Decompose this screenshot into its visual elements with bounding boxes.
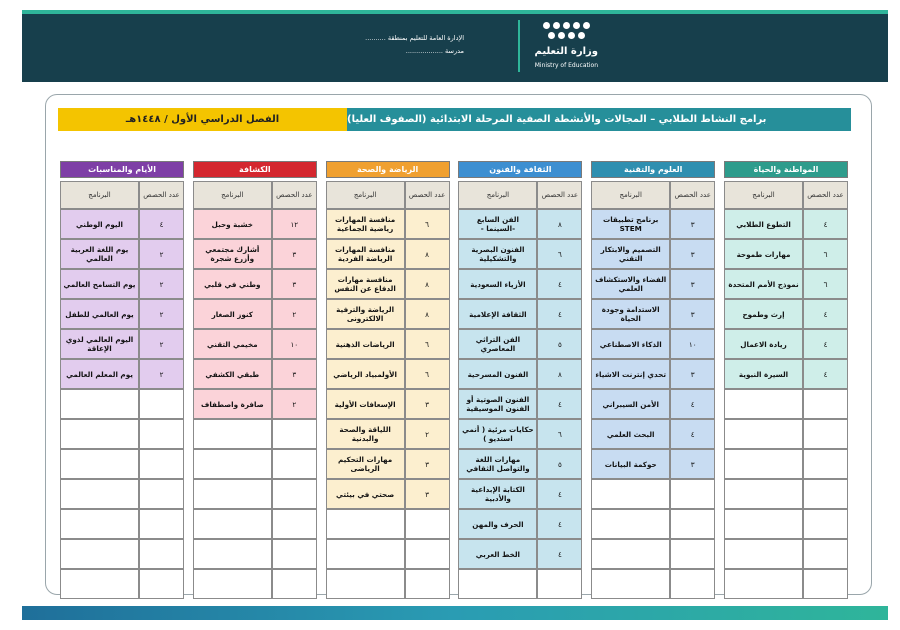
count-cell (803, 539, 848, 569)
column-header-program: البرنامج (60, 181, 139, 209)
count-cell: ٢ (272, 299, 317, 329)
program-cell (724, 539, 803, 569)
program-cell: الفن التراثي المعاصري (458, 329, 537, 359)
program-cell: الفضاء والاستكشاف العلمي (591, 269, 670, 299)
program-cell: منافسة المهارات الرياضة الفردية (326, 239, 405, 269)
program-cell: منافسة المهارات رياضية الجماعية (326, 209, 405, 239)
count-cell: ٣ (670, 269, 715, 299)
column-header-count: عدد الحصص (405, 181, 450, 209)
program-cell: حوكمة البيانات (591, 449, 670, 479)
count-cell (272, 569, 317, 599)
count-cell: ٤ (537, 539, 582, 569)
count-cell (803, 449, 848, 479)
column-header-count: عدد الحصص (272, 181, 317, 209)
program-cell: الفنون الصوتية أو الفنون الموسيقية (458, 389, 537, 419)
program-cell (724, 419, 803, 449)
program-cell: الفنون البصرية والتشكيلية (458, 239, 537, 269)
program-cell: مهارات اللغة والتواصل الثقافي (458, 449, 537, 479)
count-cell: ٤ (537, 299, 582, 329)
count-cell (139, 539, 184, 569)
column-header-program: البرنامج (591, 181, 670, 209)
column-header-program: البرنامج (193, 181, 272, 209)
count-cell: ٨ (405, 269, 450, 299)
ministry-logo-mark-icon (526, 22, 590, 44)
program-cell: أشارك مجتمعي وأزرع شجرة (193, 239, 272, 269)
count-cell: ٢ (139, 239, 184, 269)
program-cell (326, 539, 405, 569)
program-cell (60, 449, 139, 479)
program-cell (60, 479, 139, 509)
program-cell: منافسة مهارات الدفاع عن النفس (326, 269, 405, 299)
program-cell: الكتابة الإبداعية والأدبية (458, 479, 537, 509)
program-cell: الخط العربي (458, 539, 537, 569)
count-cell (803, 569, 848, 599)
program-cell: مهارات التحكيم الرياضى (326, 449, 405, 479)
section-header: الثقافة والفنون (458, 161, 582, 178)
program-cell (193, 569, 272, 599)
program-cell: كنوز الصغار (193, 299, 272, 329)
program-cell (326, 509, 405, 539)
count-cell: ٣ (272, 359, 317, 389)
program-cell: يوم العالمي للطفل (60, 299, 139, 329)
program-cell: اللياقة والصحة والبدنية (326, 419, 405, 449)
count-cell (272, 509, 317, 539)
count-cell (803, 509, 848, 539)
program-cell: اليوم الوطني (60, 209, 139, 239)
count-cell (670, 509, 715, 539)
program-cell: صحتي في بيئتي (326, 479, 405, 509)
count-cell (139, 389, 184, 419)
count-cell (670, 479, 715, 509)
program-cell: وطني في قلبي (193, 269, 272, 299)
activities-table (60, 161, 848, 569)
program-cell: التصميم والابتكار التقني (591, 239, 670, 269)
count-cell (139, 479, 184, 509)
count-cell (803, 479, 848, 509)
program-cell: الأمن السيبراني (591, 389, 670, 419)
count-cell: ٢ (139, 269, 184, 299)
count-cell (272, 479, 317, 509)
count-cell: ٥ (537, 449, 582, 479)
program-cell: تحدي إنترنت الاشياء (591, 359, 670, 389)
count-cell: ٦ (803, 269, 848, 299)
program-cell: الرياضة والترفية الالكترونى (326, 299, 405, 329)
column-header-program: البرنامج (326, 181, 405, 209)
section-header: الأيام والمناسبات (60, 161, 184, 178)
program-cell (60, 509, 139, 539)
count-cell: ٦ (803, 239, 848, 269)
section-header: الكشافة (193, 161, 317, 178)
page-title: برامج النشاط الطلابي – المجالات والأنشطة الصفية المرحلة الابتدائية (الصفوف العليا) (347, 108, 851, 131)
program-cell: خشبة وحبل (193, 209, 272, 239)
program-cell: الاستدامة وجودة الحياة (591, 299, 670, 329)
ministry-logo (508, 22, 598, 74)
program-cell (60, 569, 139, 599)
program-cell (724, 479, 803, 509)
program-cell: البحث العلمي (591, 419, 670, 449)
program-cell: إرث وطموح (724, 299, 803, 329)
program-cell (724, 449, 803, 479)
count-cell: ٤ (537, 479, 582, 509)
count-cell (139, 419, 184, 449)
column-header-program: البرنامج (724, 181, 803, 209)
count-cell: ٦ (405, 359, 450, 389)
program-cell (193, 539, 272, 569)
count-cell (139, 449, 184, 479)
count-cell (272, 449, 317, 479)
count-cell: ٥ (537, 329, 582, 359)
program-cell (60, 539, 139, 569)
count-cell (803, 419, 848, 449)
footer-stripe (22, 606, 888, 620)
count-cell: ٨ (405, 299, 450, 329)
program-cell: اليوم العالمي لذوي الإعاقة (60, 329, 139, 359)
program-cell (724, 389, 803, 419)
program-cell (60, 389, 139, 419)
admin-block (365, 32, 464, 58)
program-cell: طبقي الكشفي (193, 359, 272, 389)
count-cell (803, 389, 848, 419)
count-cell: ٢ (405, 419, 450, 449)
count-cell: ٤ (537, 269, 582, 299)
count-cell: ٣ (670, 359, 715, 389)
program-cell: التطوع الطلابي (724, 209, 803, 239)
count-cell (139, 569, 184, 599)
count-cell: ٢ (139, 299, 184, 329)
count-cell: ١٠ (670, 329, 715, 359)
page-header (22, 14, 888, 82)
program-cell (326, 569, 405, 599)
program-cell: ريادة الاعمال (724, 329, 803, 359)
program-cell (60, 419, 139, 449)
column-header-count: عدد الحصص (139, 181, 184, 209)
column-header-count: عدد الحصص (803, 181, 848, 209)
count-cell: ٢ (139, 359, 184, 389)
count-cell: ٣ (272, 239, 317, 269)
count-cell: ١٢ (272, 209, 317, 239)
program-cell (591, 479, 670, 509)
column-header-count: عدد الحصص (537, 181, 582, 209)
count-cell: ٣ (670, 449, 715, 479)
program-cell: الذكاء الاصطناعي (591, 329, 670, 359)
program-cell: الثقافة الإعلامية (458, 299, 537, 329)
program-cell (193, 509, 272, 539)
program-cell (591, 539, 670, 569)
count-cell (405, 509, 450, 539)
count-cell: ٨ (537, 209, 582, 239)
count-cell: ٣ (670, 239, 715, 269)
count-cell: ٤ (537, 509, 582, 539)
count-cell (405, 539, 450, 569)
section-header: العلوم والتقنية (591, 161, 715, 178)
program-cell: الأولمبياد الرياضي (326, 359, 405, 389)
count-cell: ٤ (803, 329, 848, 359)
count-cell (537, 569, 582, 599)
count-cell: ٣ (405, 389, 450, 419)
count-cell (272, 419, 317, 449)
program-cell: مهارات طموحة (724, 239, 803, 269)
program-cell: يوم التسامح العالمي (60, 269, 139, 299)
header-divider (518, 20, 520, 72)
count-cell: ٤ (803, 299, 848, 329)
program-cell: مخيمي التقني (193, 329, 272, 359)
count-cell: ٣ (405, 449, 450, 479)
program-cell (724, 509, 803, 539)
program-cell (193, 449, 272, 479)
count-cell: ٣ (405, 479, 450, 509)
count-cell: ٤ (803, 359, 848, 389)
count-cell: ٨ (537, 359, 582, 389)
program-cell: الفنون المسرحية (458, 359, 537, 389)
count-cell: ٤ (537, 389, 582, 419)
column-header-count: عدد الحصص (670, 181, 715, 209)
ministry-name-ar: وزارة التعليم (534, 46, 598, 57)
count-cell: ٣ (670, 209, 715, 239)
program-cell: حكايات مرئية ( أنمي استديو ) (458, 419, 537, 449)
count-cell: ٦ (537, 419, 582, 449)
count-cell (139, 509, 184, 539)
section-header: الرياضة والصحة (326, 161, 450, 178)
program-cell: يوم المعلم العالمي (60, 359, 139, 389)
program-cell: الرياضات الذهنية (326, 329, 405, 359)
program-cell (193, 479, 272, 509)
program-cell: الإسعافات الأولية (326, 389, 405, 419)
program-cell: صافرة واصطفاف (193, 389, 272, 419)
count-cell: ٦ (405, 329, 450, 359)
count-cell: ١٠ (272, 329, 317, 359)
column-header-program: البرنامج (458, 181, 537, 209)
count-cell: ٣ (272, 269, 317, 299)
count-cell: ٦ (537, 239, 582, 269)
school-line: مدرسة .................. (405, 47, 464, 55)
program-cell (458, 569, 537, 599)
program-cell: برنامج تطبيقات STEM (591, 209, 670, 239)
program-cell: نموذج الأمم المتحدة (724, 269, 803, 299)
count-cell: ٤ (803, 209, 848, 239)
term-label: الفصل الدراسي الأول / ١٤٤٨هـ (58, 108, 347, 131)
title-bar (58, 108, 851, 131)
count-cell: ٣ (670, 299, 715, 329)
ministry-name-en: Ministry of Education (534, 62, 598, 69)
count-cell: ٢ (272, 389, 317, 419)
count-cell (272, 539, 317, 569)
section-header: المواطنة والحياة (724, 161, 848, 178)
count-cell: ٤ (139, 209, 184, 239)
program-cell: السيرة النبوية (724, 359, 803, 389)
count-cell: ٤ (670, 389, 715, 419)
program-cell: الأزياء السعودية (458, 269, 537, 299)
count-cell: ٦ (405, 209, 450, 239)
count-cell: ٨ (405, 239, 450, 269)
count-cell (670, 539, 715, 569)
program-cell: الفن السابع -السينما - (458, 209, 537, 239)
count-cell (405, 569, 450, 599)
program-cell (193, 419, 272, 449)
program-cell (591, 569, 670, 599)
program-cell (591, 509, 670, 539)
program-cell: الحرف والمهن (458, 509, 537, 539)
count-cell: ٢ (139, 329, 184, 359)
admin-line: الإدارة العامة للتعليم بمنطقة .......... (365, 34, 464, 42)
count-cell: ٤ (670, 419, 715, 449)
program-cell: يوم اللغة العربية العالمي (60, 239, 139, 269)
program-cell (724, 569, 803, 599)
count-cell (670, 569, 715, 599)
